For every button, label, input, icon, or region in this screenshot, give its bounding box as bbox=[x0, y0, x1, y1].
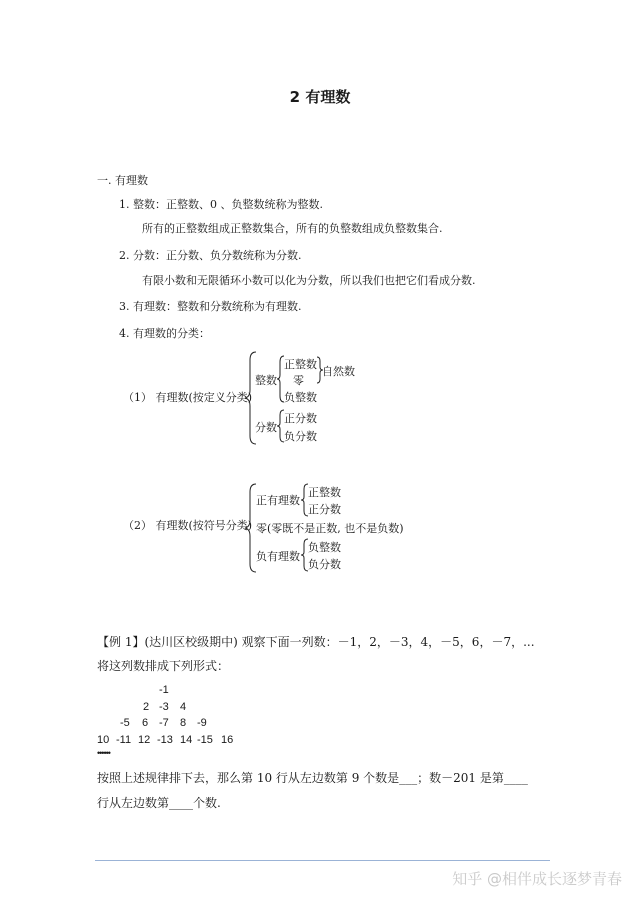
definition-decimals: 有限小数和无限循环小数可以化为分数，所以我们也把它们看成分数. bbox=[142, 274, 476, 287]
class1-pos-int: 正整数 bbox=[284, 358, 317, 371]
pattern-cell: 14 bbox=[180, 734, 193, 746]
class2-neg-rational: 负有理数 bbox=[256, 550, 300, 563]
watermark: 知乎 @相伴成长逐梦青春 bbox=[452, 870, 622, 888]
class2-pos-frac: 正分数 bbox=[308, 503, 341, 516]
pattern-cell: -7 bbox=[159, 717, 169, 729]
pattern-cell: -5 bbox=[120, 717, 130, 729]
section-heading: 一. 有理数 bbox=[97, 174, 148, 187]
pattern-ellipsis: •••••• bbox=[97, 748, 110, 758]
class1-natural: 自然数 bbox=[322, 365, 355, 378]
pattern-cell: 2 bbox=[143, 701, 150, 713]
class2-pos-rational: 正有理数 bbox=[256, 494, 300, 507]
pattern-cell: -1 bbox=[159, 684, 169, 696]
pattern-cell: 8 bbox=[180, 717, 187, 729]
pattern-cell: 16 bbox=[221, 734, 234, 746]
example-intro: 【例 1】(达川区校级期中) 观察下面一列数：－1，2，－3，4，－5，6，－7，... bbox=[97, 635, 535, 649]
class2-pos-int: 正整数 bbox=[308, 486, 341, 499]
definition-integer: 1. 整数：正整数、0 、负整数统称为整数. bbox=[119, 198, 323, 211]
pattern-cell: 4 bbox=[180, 701, 187, 713]
pattern-cell: 12 bbox=[138, 734, 151, 746]
pattern-cell: 6 bbox=[142, 717, 149, 729]
class2-neg-frac: 负分数 bbox=[308, 558, 341, 571]
class1-label: （1） 有理数(按定义分类) bbox=[123, 391, 253, 404]
class1-fraction: 分数 bbox=[255, 421, 277, 434]
pattern-cell: 10 bbox=[97, 734, 110, 746]
example-instruction: 将这列数排成下列形式： bbox=[97, 659, 230, 673]
pattern-cell: -9 bbox=[197, 717, 207, 729]
footer-divider bbox=[95, 860, 550, 861]
example-question-line2: 行从左边数第____个数. bbox=[97, 796, 221, 810]
example-question-line1: 按照上述规律排下去，那么第 10 行从左边数第 9 个数是___；数－201 是第____ bbox=[97, 771, 528, 785]
page-title: 2 有理数 bbox=[289, 88, 351, 106]
class1-integer: 整数 bbox=[255, 374, 277, 387]
definition-fraction: 2. 分数：正分数、负分数统称为分数. bbox=[119, 249, 302, 262]
classification-heading: 4. 有理数的分类： bbox=[119, 327, 210, 340]
class1-pos-frac: 正分数 bbox=[284, 412, 317, 425]
class2-zero-note: 零(零既不是正数, 也不是负数) bbox=[256, 522, 404, 535]
pattern-cell: -15 bbox=[197, 734, 213, 746]
class1-neg-frac: 负分数 bbox=[284, 430, 317, 443]
pattern-cell: -3 bbox=[159, 701, 169, 713]
definition-rational: 3. 有理数：整数和分数统称为有理数. bbox=[119, 300, 302, 313]
class2-label: （2） 有理数(按符号分类) bbox=[123, 519, 253, 532]
definition-integer-sets: 所有的正整数组成正整数集合，所有的负整数组成负整数集合. bbox=[142, 222, 443, 235]
pattern-cell: -13 bbox=[157, 734, 173, 746]
class2-neg-int: 负整数 bbox=[308, 541, 341, 554]
pattern-cell: -11 bbox=[116, 734, 132, 746]
class1-zero: 零 bbox=[293, 374, 304, 387]
class1-neg-int: 负整数 bbox=[284, 391, 317, 404]
